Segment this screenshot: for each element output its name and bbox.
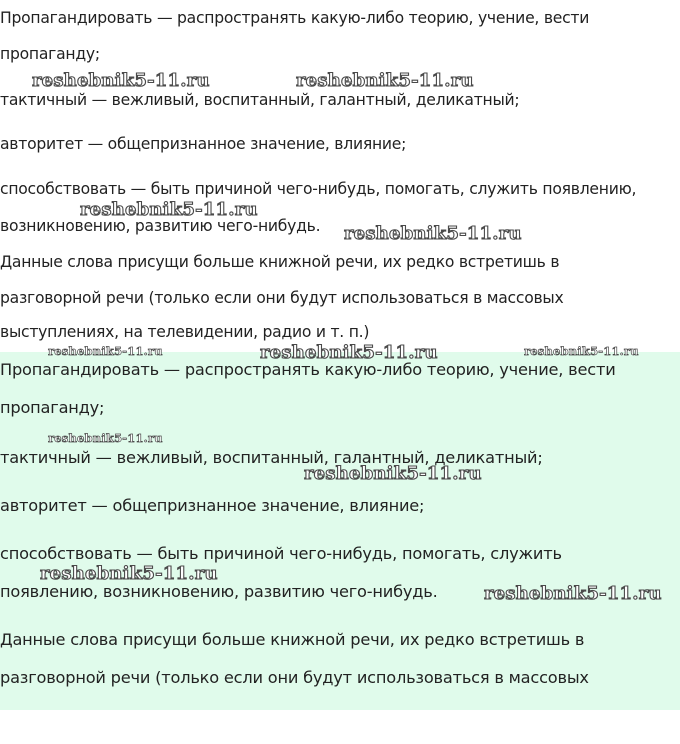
watermark: reshebnik5-11.ru xyxy=(48,344,163,358)
paragraph-line: возникновению, развитию чего-нибудь. xyxy=(0,217,321,235)
paragraph-line: Данные слова присущи больше книжной речи, их редко встретишь в xyxy=(0,630,585,649)
paragraph-line: способствовать — быть причиной чего-нибудь, помогать, служить появлению, xyxy=(0,180,637,198)
paragraph-line: пропаганду; xyxy=(0,45,100,63)
watermark: reshebnik5-11.ru xyxy=(32,70,210,91)
watermark: reshebnik5-11.ru xyxy=(524,344,639,358)
watermark: reshebnik5-11.ru xyxy=(296,70,474,91)
paragraph-line: появлению, возникновению, развитию чего-нибудь. xyxy=(0,582,438,601)
watermark: reshebnik5-11.ru xyxy=(80,199,258,220)
paragraph-line: разговорной речи (только если они будут использоваться в массовых xyxy=(0,668,589,687)
paragraph-line: авторитет — общепризнанное значение, влияние; xyxy=(0,496,425,515)
text-block-top xyxy=(0,0,680,352)
paragraph-line: выступлениях, на телевидении, радио и т. п.) xyxy=(0,323,370,341)
paragraph-line: пропаганду; xyxy=(0,398,105,417)
watermark: reshebnik5-11.ru xyxy=(40,563,218,584)
watermark: reshebnik5-11.ru xyxy=(304,463,482,484)
paragraph-line: способствовать — быть причиной чего-нибудь, помогать, служить xyxy=(0,544,562,563)
paragraph-line: разговорной речи (только если они будут использоваться в массовых xyxy=(0,289,564,307)
watermark: reshebnik5-11.ru xyxy=(484,583,662,604)
paragraph-line: Пропагандировать — распространять какую-либо теорию, учение, вести xyxy=(0,360,616,379)
paragraph-line: Данные слова присущи больше книжной речи, их редко встретишь в xyxy=(0,253,560,271)
watermark: reshebnik5-11.ru xyxy=(260,342,438,363)
watermark: reshebnik5-11.ru xyxy=(344,223,522,244)
text-block-highlighted xyxy=(0,352,680,710)
paragraph-line: тактичный — вежливый, воспитанный, галантный, деликатный; xyxy=(0,91,520,109)
paragraph-line: Пропагандировать — распространять какую-либо теорию, учение, вести xyxy=(0,9,590,27)
paragraph-line: тактичный — вежливый, воспитанный, галантный, деликатный; xyxy=(0,448,543,467)
paragraph-line: авторитет — общепризнанное значение, влияние; xyxy=(0,135,407,153)
watermark: reshebnik5-11.ru xyxy=(48,431,163,445)
